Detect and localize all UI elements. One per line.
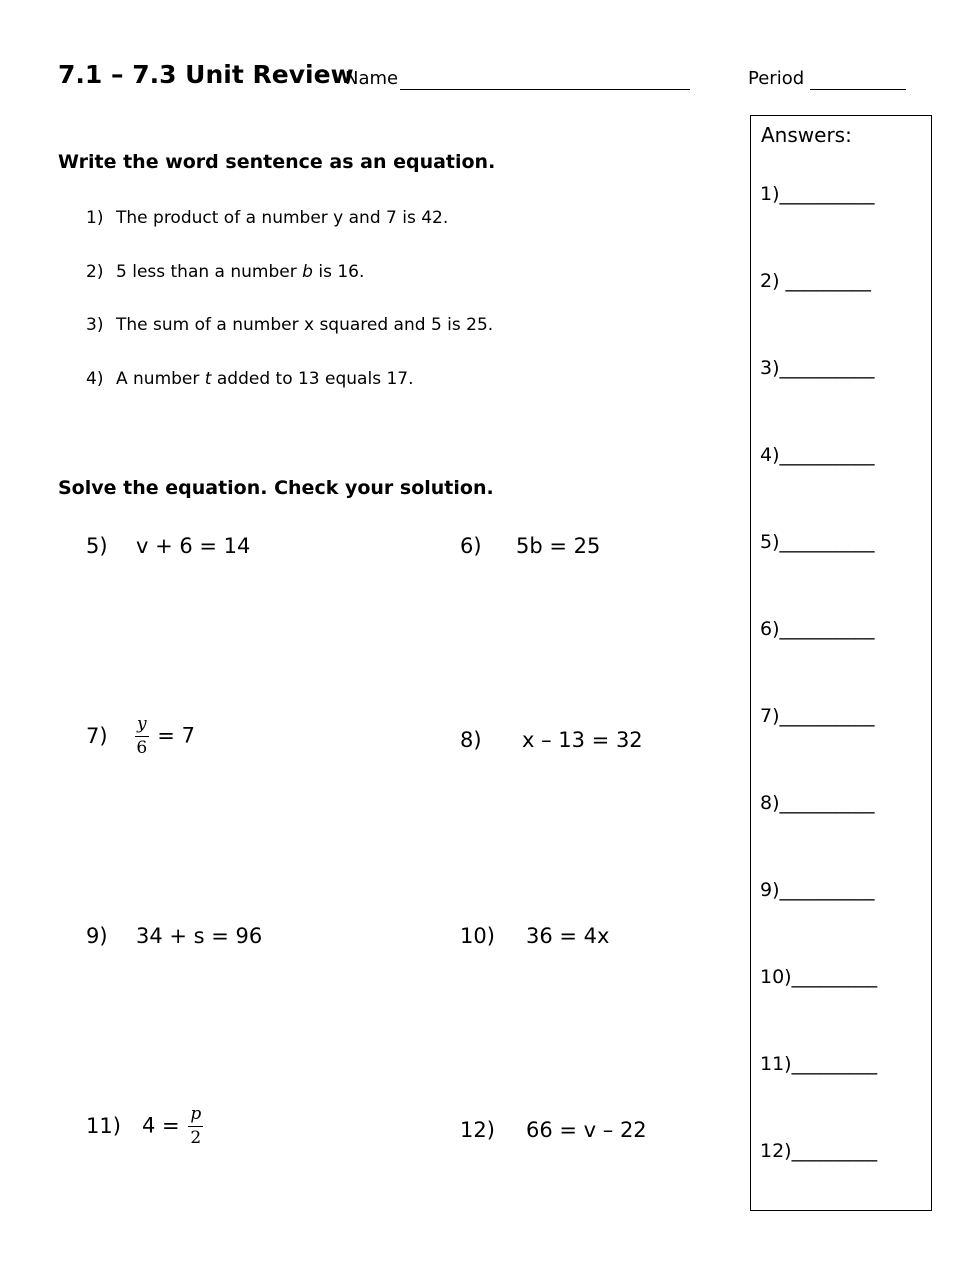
- equation: x – 13 = 32: [522, 728, 643, 752]
- answer-blank-2[interactable]: 2) _________: [760, 270, 872, 292]
- equation: 34 + s = 96: [136, 924, 263, 948]
- problem-number: 5): [86, 534, 108, 558]
- section-heading-solve: Solve the equation. Check your solution.: [58, 477, 494, 499]
- problem-number: 7): [86, 723, 108, 748]
- answer-blank-8[interactable]: 8)__________: [760, 792, 875, 814]
- section-heading-word-sentences: Write the word sentence as an equation.: [58, 151, 496, 173]
- equation-rest: = 7: [157, 723, 195, 748]
- problem-variable: t: [204, 369, 212, 389]
- word-problem-4: [86, 369, 414, 389]
- period-blank[interactable]: [810, 89, 906, 90]
- equation-problem-12: [460, 1118, 647, 1142]
- equation: 5b = 25: [516, 534, 601, 558]
- problem-number: 4): [86, 369, 104, 389]
- word-problem-2: [86, 262, 364, 282]
- equation-problem-11: [86, 1106, 205, 1147]
- answer-blank-1[interactable]: 1)__________: [760, 183, 875, 205]
- equation-problem-9: [86, 924, 262, 948]
- answer-blank-5[interactable]: 5)__________: [760, 531, 875, 553]
- problem-number: 10): [460, 924, 495, 948]
- problem-text-after: added to 13 equals 17.: [211, 369, 414, 389]
- answers-title: Answers:: [761, 123, 852, 147]
- equation: v + 6 = 14: [136, 534, 251, 558]
- equation-problem-7: [86, 716, 195, 757]
- problem-variable: b: [302, 262, 313, 282]
- fraction: [188, 1106, 203, 1147]
- fraction-numerator: y: [135, 716, 149, 737]
- problem-number: 3): [86, 315, 104, 335]
- answer-blank-6[interactable]: 6)__________: [760, 618, 875, 640]
- answer-blank-9[interactable]: 9)__________: [760, 879, 875, 901]
- answer-blank-12[interactable]: 12)_________: [760, 1140, 878, 1162]
- answer-blank-7[interactable]: 7)__________: [760, 705, 875, 727]
- word-problem-1: [86, 208, 448, 228]
- fraction-denominator: 2: [190, 1128, 202, 1148]
- page-title: 7.1 – 7.3 Unit Review: [58, 60, 354, 89]
- equation: 36 = 4x: [526, 924, 610, 948]
- equation-problem-6: [460, 534, 600, 558]
- problem-text: The sum of a number x squared and 5 is 25.: [116, 315, 494, 335]
- name-blank[interactable]: [400, 89, 690, 90]
- problem-number: 9): [86, 924, 108, 948]
- equation-problem-5: [86, 534, 250, 558]
- equation: 66 = v – 22: [526, 1118, 647, 1142]
- period-label: Period: [748, 68, 805, 89]
- problem-number: 1): [86, 208, 104, 228]
- answer-blank-11[interactable]: 11)_________: [760, 1053, 878, 1075]
- fraction-denominator: 6: [136, 738, 148, 758]
- problem-text-before: 5 less than a number: [116, 262, 303, 282]
- problem-text: The product of a number y and 7 is 42.: [116, 208, 449, 228]
- problem-number: 8): [460, 728, 482, 752]
- problem-number: 11): [86, 1113, 121, 1138]
- word-problem-3: [86, 315, 493, 335]
- answer-blank-4[interactable]: 4)__________: [760, 444, 875, 466]
- problem-number: 12): [460, 1118, 495, 1142]
- equation-problem-10: [460, 924, 609, 948]
- problem-number: 2): [86, 262, 104, 282]
- fraction-numerator: p: [188, 1106, 203, 1127]
- name-label: Name: [345, 68, 399, 89]
- equation-problem-8: [460, 728, 643, 752]
- fraction: [135, 716, 149, 757]
- problem-text-before: A number: [116, 369, 205, 389]
- problem-number: 6): [460, 534, 482, 558]
- answer-blank-3[interactable]: 3)__________: [760, 357, 875, 379]
- answer-blank-10[interactable]: 10)_________: [760, 966, 878, 988]
- problem-text-after: is 16.: [312, 262, 365, 282]
- equation-start: 4 =: [142, 1113, 180, 1138]
